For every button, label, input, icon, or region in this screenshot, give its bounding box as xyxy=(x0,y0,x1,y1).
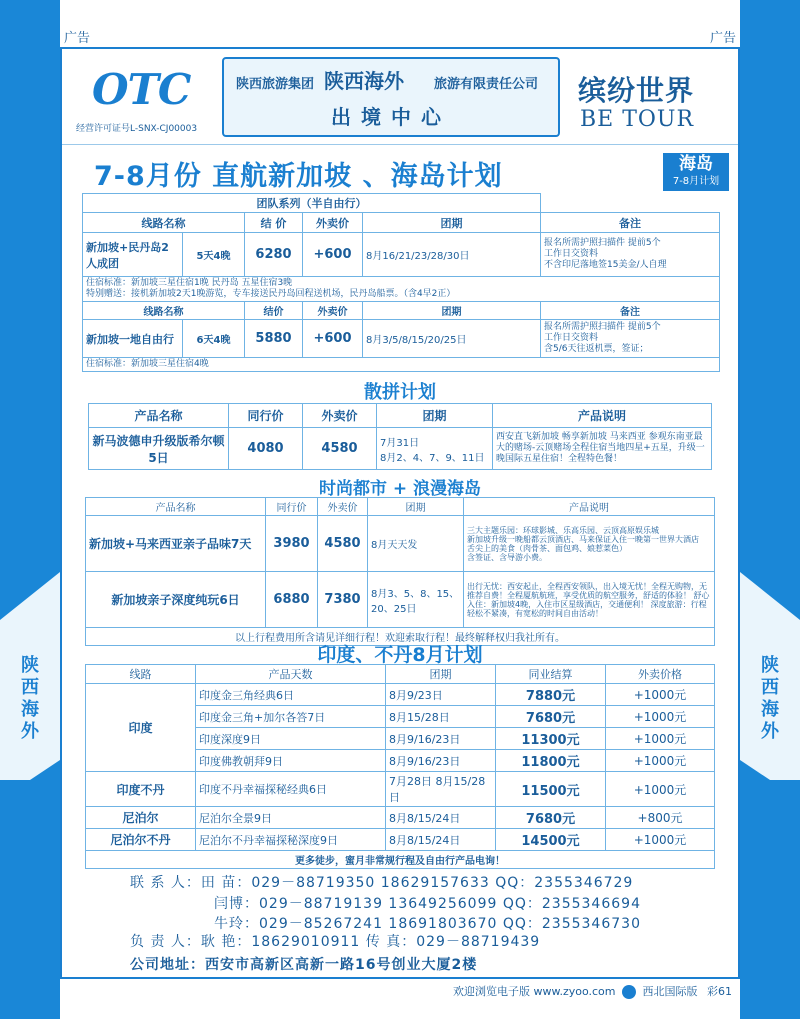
in2-sell-0: +1000元 xyxy=(606,772,715,807)
group-heading: 团队系列（半自由行） xyxy=(83,194,541,213)
route-stay-note: 住宿标准：新加坡三星住宿1晚 民丹岛 五星住宿3晚 特别赠送：接机新加坡2天1晚游览，专车接送民丹岛回程送机场，民丹岛船票。（含4早2正） xyxy=(83,277,720,302)
in2-price-1: 7680元 xyxy=(496,807,606,829)
route-dates-2: 8月3/5/8/15/20/25日 xyxy=(363,320,541,358)
ss-p1-1: 3980 xyxy=(266,516,318,572)
sp-p2: 4580 xyxy=(303,428,377,470)
col-notes: 备注 xyxy=(541,213,720,233)
col-sell-2: 外卖价 xyxy=(303,302,363,320)
ss-col-name: 产品名称 xyxy=(86,498,266,516)
india-table xyxy=(85,664,715,869)
otc-logo: OTC xyxy=(92,65,191,114)
left-sidebar-text: 陕西海外 xyxy=(21,655,39,742)
in-dates-2: 8月9/16/23日 xyxy=(386,728,496,750)
col-name: 线路名称 xyxy=(83,213,245,233)
ss-footer: 以上行程费用所含请见详细行程！欢迎索取行程！最终解释权归我社所有。 xyxy=(86,628,715,646)
tag-sub: 7-8月计划 xyxy=(672,176,720,187)
in2-line-2: 尼泊尔不丹 xyxy=(86,829,196,851)
sp-col-name: 产品名称 xyxy=(89,404,229,428)
in2-dates-1: 8月8/15/24日 xyxy=(386,807,496,829)
sanpin-table xyxy=(88,403,712,470)
page-title: 7-8月份 直航新加坡 、海岛计划 xyxy=(94,161,503,192)
license-number: 经营许可证号L-SNX-CJ00003 xyxy=(76,124,198,134)
route-price-2: 5880 xyxy=(245,320,303,358)
in-col-sell: 外卖价格 xyxy=(606,665,715,684)
ss-p2-1: 4580 xyxy=(318,516,368,572)
group-name: 陕西旅游集团 xyxy=(236,77,315,92)
shishang-table xyxy=(85,497,715,646)
footer-logo-icon xyxy=(622,985,636,999)
left-band-bottom xyxy=(0,780,60,1019)
in-sell-1: +1000元 xyxy=(606,706,715,728)
right-sidebar-text: 陕西海外 xyxy=(761,655,779,742)
sp-col-p1: 同行价 xyxy=(229,404,303,428)
in-days-1: 印度金三角+加尔各答7日 xyxy=(196,706,386,728)
island-tag xyxy=(663,153,729,191)
in-col-days: 产品天数 xyxy=(196,665,386,684)
ss-col-dates: 团期 xyxy=(368,498,464,516)
right-sidebar xyxy=(740,0,800,1019)
header xyxy=(62,49,738,145)
left-band-top xyxy=(0,0,60,560)
in-days-0: 印度金三角经典6日 xyxy=(196,684,386,706)
ss-name-2: 新加坡亲子深度纯玩6日 xyxy=(86,572,266,628)
india-heading: 印度、不丹8月计划 xyxy=(317,644,483,666)
in2-dates-2: 8月8/15/24日 xyxy=(386,829,496,851)
in2-days-0: 印度不丹幸福探秘经典6日 xyxy=(196,772,386,807)
in-price-1: 7680元 xyxy=(496,706,606,728)
col-notes-2: 备注 xyxy=(541,302,720,320)
sanpin-heading: 散拼计划 xyxy=(364,382,436,403)
in2-price-0: 11500元 xyxy=(496,772,606,807)
sp-col-desc: 产品说明 xyxy=(493,404,712,428)
ad-label-right: 广告 xyxy=(706,30,740,47)
ss-desc-1: 三大主题乐园：环球影城、乐高乐园、云顶高原娱乐城 新加坡升级一晚船都云顶酒店、马来保证入住一晚第一世界大酒店 舌尖上的美食（肉骨茶、面包鸡、娘惹菜色） 含签证、含导游小费。 xyxy=(464,516,715,572)
ss-desc-2: 出行无忧：西安起止，全程西安领队，出入境无忧！全程无购物，无推荐自费！全程厦航航班，享受优质的航空服务，舒适的体验！ 舒心入住：新加坡4晚，入住市区星级酒店，交通便利！ 深度旅游：行程轻松不紧凑，有宽松的时间自由活动！ xyxy=(464,572,715,628)
ss-dates-2: 8月3、5、8、15、20、25日 xyxy=(368,572,464,628)
ss-p2-2: 7380 xyxy=(318,572,368,628)
in-sell-2: +1000元 xyxy=(606,728,715,750)
sp-name: 新马波德申升级版希尔顿5日 xyxy=(89,428,229,470)
in2-line-1: 尼泊尔 xyxy=(86,807,196,829)
col-sell: 外卖价 xyxy=(303,213,363,233)
ss-col-p1: 同行价 xyxy=(266,498,318,516)
in-days-2: 印度深度9日 xyxy=(196,728,386,750)
col-price: 结 价 xyxy=(245,213,303,233)
india-more: 更多徒步，蜜月非常规行程及自由行产品电询！ xyxy=(86,851,715,869)
ss-p1-2: 6880 xyxy=(266,572,318,628)
ss-name-1: 新加坡+马来西亚亲子品味7天 xyxy=(86,516,266,572)
in-col-line: 线路 xyxy=(86,665,196,684)
footer-page: 彩61 xyxy=(707,985,732,998)
in2-sell-2: +1000元 xyxy=(606,829,715,851)
left-wedge xyxy=(0,560,60,620)
col-price-2: 结价 xyxy=(245,302,303,320)
right-band-bottom xyxy=(740,780,800,1019)
ss-col-p2: 外卖价 xyxy=(318,498,368,516)
route-name-2: 新加坡一地自由行 xyxy=(83,320,183,358)
route-notes-2: 报名所需护照扫描件 提前5个 工作日交资料 含5/6天往返机票，签证； xyxy=(541,320,720,358)
ss-dates-1: 8月天天发 xyxy=(368,516,464,572)
in-dates-1: 8月15/28日 xyxy=(386,706,496,728)
sp-p1: 4080 xyxy=(229,428,303,470)
col-dates-2: 团期 xyxy=(363,302,541,320)
address-line: 公司地址：西安市高新区高新一路16号创业大厦2楼 xyxy=(130,957,478,973)
contact-line-3: 牛玲：029－85267241 18691803670 QQ：2355346730 xyxy=(214,916,641,932)
col-dates: 团期 xyxy=(363,213,541,233)
in2-line-0: 印度不丹 xyxy=(86,772,196,807)
route-stay-note-2: 住宿标准：新加坡三星住宿4晚 xyxy=(83,358,720,372)
in-group-india: 印度 xyxy=(86,684,196,772)
in-dates-3: 8月9/16/23日 xyxy=(386,750,496,772)
brand-name: 陕西海外 xyxy=(324,69,404,93)
right-wedge xyxy=(740,560,800,620)
in-dates-0: 8月9/23日 xyxy=(386,684,496,706)
in2-days-2: 尼泊尔不丹幸福探秘深度9日 xyxy=(196,829,386,851)
in-price-0: 7880元 xyxy=(496,684,606,706)
footer xyxy=(453,983,732,999)
company-name: 旅游有限责任公司 xyxy=(434,77,539,92)
route-dates: 8月16/21/23/28/30日 xyxy=(363,233,541,277)
in2-dates-0: 7月28日 8月15/28日 xyxy=(386,772,496,807)
in-price-3: 11800元 xyxy=(496,750,606,772)
center-name: 出境中心 xyxy=(331,105,451,129)
contact-line-4: 负 责 人：耿 艳：18629010911 传 真：029－88719439 xyxy=(130,934,541,950)
in-sell-0: +1000元 xyxy=(606,684,715,706)
sp-dates: 7月31日 8月2、4、7、9、11日 xyxy=(377,428,493,470)
brand-box xyxy=(222,57,560,137)
footer-text: 欢迎浏览电子版 www.zyoo.com xyxy=(452,985,616,998)
right-band-top xyxy=(740,0,800,560)
in2-price-2: 14500元 xyxy=(496,829,606,851)
route-days: 5天4晚 xyxy=(183,233,245,277)
sp-col-p2: 外卖价 xyxy=(303,404,377,428)
sp-col-dates: 团期 xyxy=(377,404,493,428)
left-sidebar xyxy=(0,0,60,1019)
slogan: 缤纷世界 xyxy=(578,74,695,107)
in2-sell-1: +800元 xyxy=(606,807,715,829)
contact-line-2: 闫博：029－88719139 13649256099 QQ：2355346694 xyxy=(214,896,641,912)
route-price: 6280 xyxy=(245,233,303,277)
shishang-heading: 时尚都市 + 浪漫海岛 xyxy=(318,479,482,499)
tag-title: 海岛 xyxy=(679,154,713,174)
in-days-3: 印度佛教朝拜9日 xyxy=(196,750,386,772)
route-notes: 报名所需护照扫描件 提前5个 工作日交资料 不含印尼落地签15美金/人自理 xyxy=(541,233,720,277)
group-table xyxy=(82,193,720,372)
contact-line-1: 联 系 人：田 苗：029－88719350 18629157633 QQ：2355346729 xyxy=(130,875,634,891)
in-col-price: 同业结算 xyxy=(496,665,606,684)
route-name: 新加坡+民丹岛2人成团 xyxy=(83,233,183,277)
in-price-2: 11300元 xyxy=(496,728,606,750)
in-col-dates: 团期 xyxy=(386,665,496,684)
be-tour: BE TOUR xyxy=(580,107,695,132)
in2-days-1: 尼泊尔全景9日 xyxy=(196,807,386,829)
sp-desc: 西安直飞新加坡 畅享新加坡 马来西亚 参观东南亚最大的赌场-云顶赌场全程住宿当地四星+五星，升级一晚国际五星住宿！全程特色餐！ xyxy=(493,428,712,470)
footer-logo: 西北国际版 xyxy=(642,985,698,998)
ss-col-desc: 产品说明 xyxy=(464,498,715,516)
in-sell-3: +1000元 xyxy=(606,750,715,772)
ad-label-left: 广告 xyxy=(60,30,94,47)
route-sell-2: +600 xyxy=(303,320,363,358)
col-name-2: 线路名称 xyxy=(83,302,245,320)
route-sell: +600 xyxy=(303,233,363,277)
route-days-2: 6天4晚 xyxy=(183,320,245,358)
